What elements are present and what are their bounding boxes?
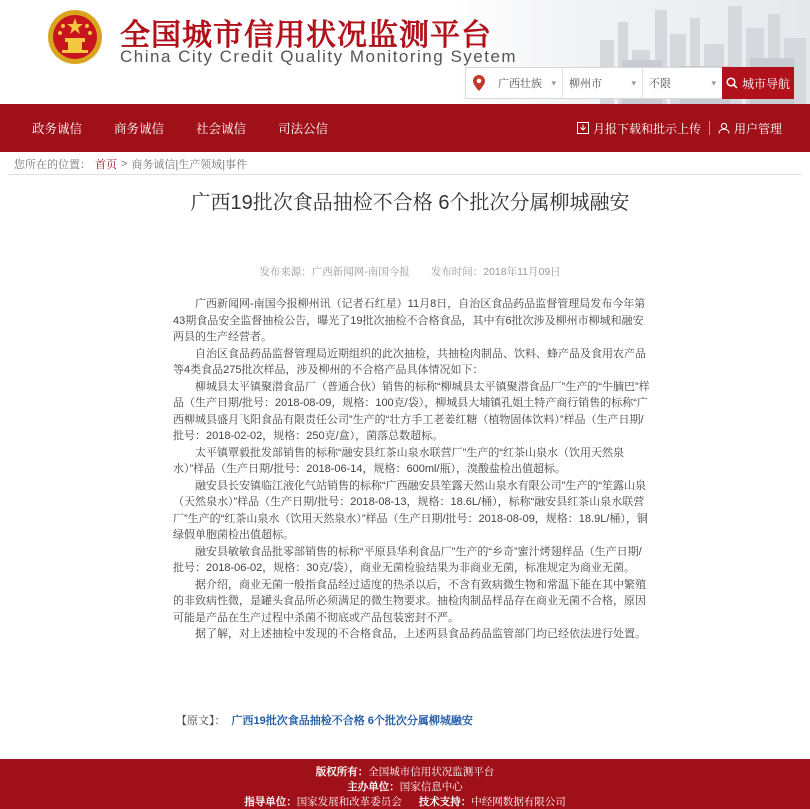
city-select[interactable] [562,68,642,98]
location-pin-icon [466,68,492,98]
article-body [173,296,651,643]
menu-item-business[interactable]: 商务诚信 [114,122,165,136]
national-emblem-icon [46,8,104,66]
site-footer [0,759,810,809]
article-paragraph: 太平镇覃毅批发部销售的标称“融安县红茶山泉水联营厂”生产的“红茶山泉水（饮用天然泉水）”样品（生产日期/批号：2018-06-14，规格：600ml/瓶），溴酸盐检出值超标。 [173,446,624,475]
region-selector [465,67,795,99]
copyright-label: 版权所有： [315,766,369,778]
article-paragraph: 据了解，对上述抽检中发现的不合格食品，上述两县食品药品监管部门均已经依法进行处置。 [195,628,646,640]
article-paragraph: 融安县长安镇临江液化气站销售的标称“广西融安县笙露天然山泉水有限公司”生产的“笙露山泉（天然泉水）”样品（生产日期/批号：2018-08-13，规格：18.6L/桶），标称“融安县红茶山泉水联营厂”生产的“红茶山泉水（饮用天然泉水）”样品（生产日期/批号：2018-08-09，规格：18.9L/桶），铜绿假单胞菌检出值超标。 [173,479,648,541]
city-navigation-label: 城市导航 [741,76,790,91]
chevron-down-icon: ▾ [631,77,636,88]
city-value: 柳州市 [569,78,602,90]
footer-copyright [0,765,810,780]
menu-item-judicial[interactable]: 司法公信 [278,122,329,136]
breadcrumb [14,156,796,172]
guide-value: 国家发展和改革委员会 [296,796,402,808]
article-source: 发布来源：广西新闻网-南国今报 [259,266,410,278]
download-icon [577,122,589,134]
guide-label: 指导单位： [244,796,297,808]
article-meta [175,264,645,279]
province-select[interactable] [492,68,562,98]
user-icon [718,122,730,134]
original-article-link[interactable]: 广西19批次食品抽检不合格 6个批次分属柳城融安 [231,715,473,727]
menu-item-social[interactable]: 社会诚信 [196,122,247,136]
article-date: 发布时间：2018年11月09日 [430,266,561,278]
menu-right-group [569,120,810,137]
site-header [0,0,810,104]
original-label: 【原文】： [176,715,226,727]
main-menu [0,104,810,152]
breadcrumb-path[interactable]: 商务诚信|生产领域|事件 [131,159,248,171]
report-download-label: 月报下载和批示上传 [592,121,701,136]
tech-support-label: 技术支持： [418,796,472,808]
copyright-value: 全国城市信用状况监测平台 [368,766,495,778]
user-management-link[interactable] [710,120,790,137]
report-download-link[interactable] [569,120,709,137]
breadcrumb-prefix: 您所在的位置： [14,159,91,171]
county-select[interactable] [642,68,722,98]
original-article [176,712,473,728]
tech-support-value: 中经网数据有限公司 [471,796,566,808]
site-subtitle: China City Credit Quality Monitoring Syetem [120,47,518,66]
city-navigation-button[interactable] [722,67,794,99]
article-paragraph: 融安县敏敏食品批零部销售的标称“平原县华利食品厂”生产的“乡奇”蜜汁烤翅样品（生产日期/批号：2018-06-02，规格：30克/袋），商业无菌检验结果为非商业无菌，标准规定为商业无菌。 [173,545,642,574]
search-icon [726,77,738,89]
chevron-down-icon: ▾ [711,77,716,88]
article-title: 广西19批次食品抽检不合格 6个批次分属柳城融安 [190,192,630,214]
site-title: 全国城市信用状况监测平台 [120,19,492,52]
user-management-label: 用户管理 [733,121,782,136]
county-value: 不限 [649,78,671,90]
article-paragraph: 据介绍，商业无菌一般指食品经过适度的热杀以后，不含有致病微生物和常温下能在其中繁殖的非致病性微，是罐头食品所必须满足的微生物要求。抽检肉制品样品存在商业无菌不合格，原因可能是产品在生产过程中杀菌不彻底或产品包装密封不严。 [173,578,646,624]
footer-guide [0,795,810,809]
article-paragraph: 广西新闻网-南国今报柳州讯（记者石红星）11月8日，自治区食品药品监督管理局发布今年第43期食品安全监督抽检公告，曝光了19批次抽检不合格食品，其中有6批次涉及柳州市柳城和融安两县的生产经营者。 [173,298,646,343]
host-value: 国家信息中心 [399,781,463,793]
province-value: 广西壮族 [498,78,542,90]
article-paragraph: 柳城县太平镇聚潜食品厂（普通合伙）销售的标称“柳城县太平镇聚潜食品厂”生产的“牛腩巴”样品（生产日期/批号：2018-08-09，规格：100克/袋），柳城县大埔镇孔姐土特产商行销售的标称“广西柳城县盛月飞阳食品有限责任公司”生产的“壮方手工老姜红糖（植物固体饮料）”样品（生产日期/批号：2018-02-02，规格：250克/盒），菌落总数超标。 [173,380,650,442]
host-label: 主办单位： [347,781,400,793]
menu-item-government[interactable]: 政务诚信 [32,122,83,136]
breadcrumb-home-link[interactable]: 首页 [95,159,117,171]
footer-host [0,780,810,795]
breadcrumb-separator: > [121,158,128,170]
chevron-down-icon: ▾ [551,77,556,88]
breadcrumb-divider [8,174,802,175]
article-paragraph: 自治区食品药品监督管理局近期组织的此次抽检，共抽检肉制品、饮料、蜂产品及食用农产品等4类食品275批次样品，涉及柳州的不合格产品具体情况如下： [173,347,646,376]
